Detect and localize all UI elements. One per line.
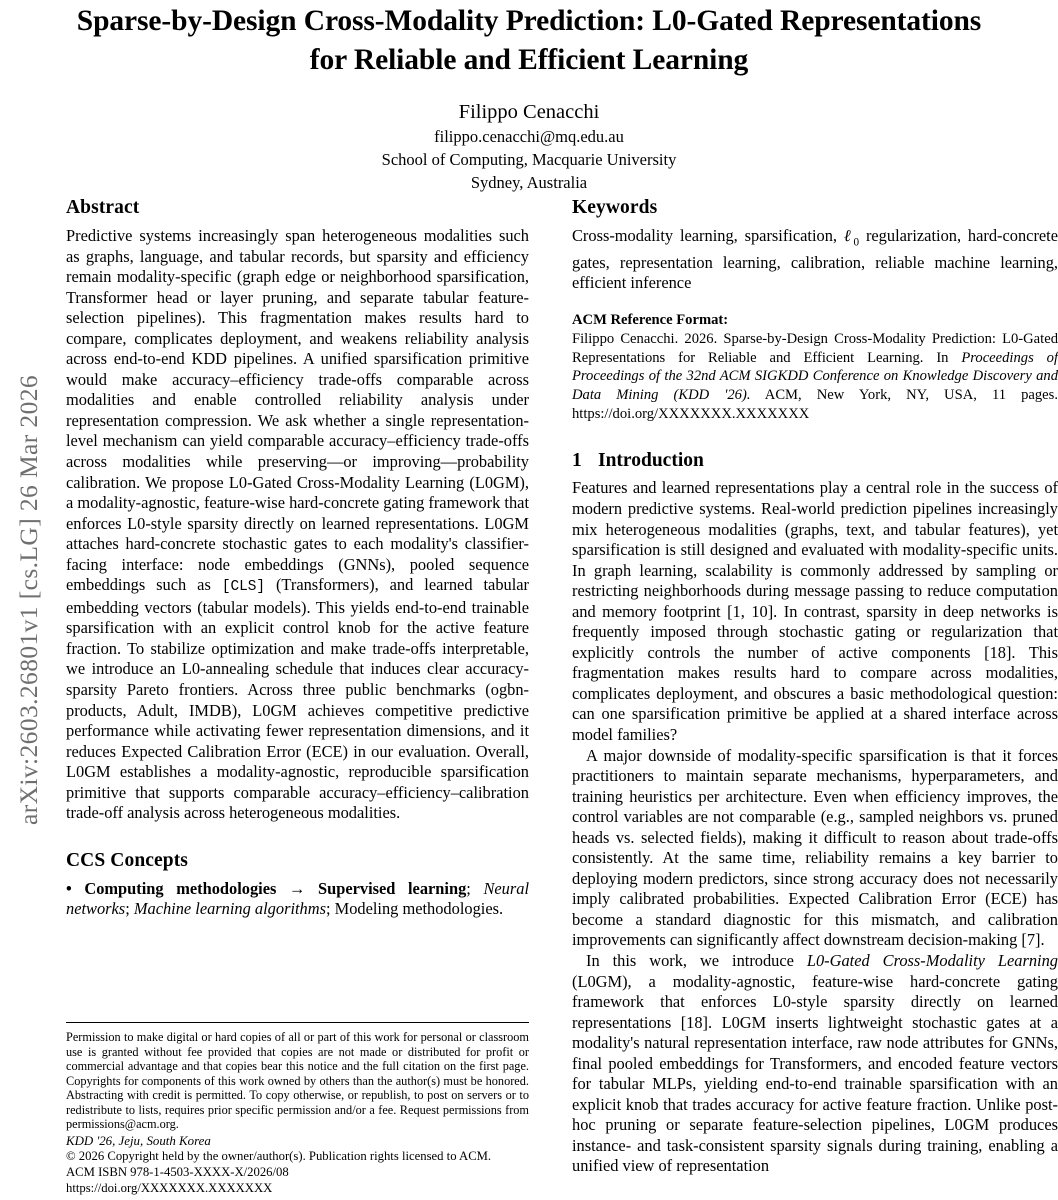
introduction-paragraph-2: A major downside of modality-specific sparsification is that it forces practitioners to maintain separate mechanisms, hyperparameters, and training heuristics per architecture. Even when efficiency improves, the control variables are not comparable (e.g., sampled neighbors vs. pruned heads vs. selected fields), making it difficult to reason about trade-offs consistently. At the same time, reliability remains a key barrier to deploying modern predictors, since strong accuracy does not necessarily imply calibrated probabilities. Expected Calibration Error (ECE) has become a standard diagnostic for this mismatch, and calibration improvements can significantly affect downstream decision-making [7]. [572, 745, 1058, 950]
abstract-heading: Abstract [66, 197, 140, 218]
author-location: Sydney, Australia [470, 173, 588, 192]
keywords-after: regularization, hard-concrete gates, representation learning, calibration, reliable machine learning, efficient inference [572, 226, 1058, 293]
ccs-bullet: • [66, 878, 72, 898]
left-column [66, 196, 529, 920]
page-title: Sparse-by-Design Cross-Modality Prediction: L0-Gated Representations for Reliable and Efficient Learning [76, 5, 982, 76]
abstract-part1: Predictive systems increasingly span heterogeneous modalities such as graphs, language, and tabular records, but sparsity and efficiency remain modality-specific (graph edge or neighborhood sparsification, Transformer head or layer pruning, and separate tabular feature-selection pipelines). This fragmentation makes results hard to compare, complicates deployment, and weakens reliability analysis across end-to-end KDD pipelines. A unified sparsification primitive would make accuracy–efficiency trade-offs comparable across modalities and enable controlled reliability analysis under representation compression. We ask whether a single representation-level mechanism can yield comparable accuracy–efficiency trade-offs across modalities while preserving—or improving—probability calibration. We propose L0-Gated Cross-Modality Learning (L0GM), a modality-agnostic, feature-wise hard-concrete gating framework that enforces L0-style sparsity directly on learned representations. L0GM attaches hard-concrete stochastic gates to each modality's classifier-facing interface: node embeddings (GNNs), pooled sequence embeddings such as [66, 226, 529, 595]
intro-p3-before: In this work, we introduce [586, 951, 807, 971]
ccs-sep-2: ; [125, 899, 134, 919]
author-name: Filippo Cenacchi [458, 101, 600, 123]
arxiv-stamp-text: arXiv:2603.26801v1 [cs.LG] 26 Mar 2026 [14, 374, 43, 826]
acm-reference-text [572, 330, 1058, 424]
author-affiliation: School of Computing, Macquarie University [381, 150, 677, 169]
right-column [572, 196, 1058, 1177]
ccs-tail: ; Modeling methodologies. [325, 899, 504, 919]
keywords-before: Cross-modality learning, sparsification, [572, 226, 844, 245]
venue-line: KDD '26, Jeju, South Korea [66, 1133, 211, 1148]
acm-ref-part2: ACM, New York, NY, USA, 11 pages. https://doi.org/XXXXXXX.XXXXXXX [572, 387, 1058, 422]
abstract-part2: (Transformers), and learned tabular embedding vectors (tabular models). This yields end-to-end trainable sparsification with an explicit control knob for the active feature fraction. To stabilize optimization and make trade-offs interpretable, we introduce an L0-annealing schedule that induces clear accuracy-sparsity Pareto frontiers. Across three public benchmarks (ogbn-products, Adult, IMDB), L0GM achieves competitive predictive performance while activating fewer representation dimensions, and it reduces Expected Calibration Error (ECE) in our evaluation. Overall, L0GM establishes a modality-agnostic, reproducible sparsification primitive that supports comparable accuracy–efficiency–calibration trade-off analysis across heterogeneous modalities. [66, 575, 529, 823]
copyright-block [66, 1022, 529, 1197]
title-block [66, 0, 992, 194]
ccs-bold-1: Computing methodologies [84, 878, 277, 898]
copyright-divider [66, 1022, 529, 1023]
ccs-italic-1: Neural networks [66, 878, 529, 919]
ccs-arrow-icon: → [288, 878, 306, 898]
author-email: filippo.cenacchi@mq.edu.au [434, 127, 624, 146]
cls-token: [CLS] [221, 579, 265, 596]
introduction-title: Introduction [598, 450, 704, 472]
intro-p3-italic: L0-Gated Cross-Modality Learning [806, 951, 1058, 971]
ccs-concepts-text [66, 879, 529, 920]
introduction-paragraph-3 [572, 951, 1058, 1177]
keywords-heading: Keywords [572, 197, 658, 218]
acm-ref-italic: Proceedings of Proceedings of the 32nd ACM SIGKDD Conference on Knowledge Discovery and Data Mining (KDD '26). [572, 349, 1058, 404]
keywords-text [572, 226, 1058, 294]
abstract-text [66, 226, 529, 824]
ccs-concepts-heading: CCS Concepts [66, 849, 188, 871]
introduction-number: 1 [572, 450, 582, 472]
ell-zero-symbol: ℓ$_0$ [843, 226, 860, 249]
introduction-paragraph-1: Features and learned representations play a central role in the success of modern predictive systems. Real-world prediction pipelines increasingly mix heterogeneous modalities (graphs, text, and tabular features), yet sparsification is still designed and evaluated with modality-specific units. In graph learning, scalability is commonly addressed by sampling or restricting neighborhoods during message passing to reduce computation and memory footprint [1, 10]. In contrast, sparsity in deep networks is frequently imposed through stochastic gating or regularization that explicitly controls the number of active components [18]. This fragmentation makes results hard to compare across modalities, complicates deployment, and obscures a basic methodological question: can one sparsification primitive be applied at a shared interface across model families? [572, 478, 1058, 744]
intro-p3-after: (L0GM), a modality-agnostic, feature-wise hard-concrete gating framework that enforces L0-style sparsity directly on learned representations [18]. L0GM inserts lightweight stochastic gates at a modality's natural representation interface, raw node attributes for GNNs, final pooled embeddings for Transformers, and encoded feature vectors for tabular MLPs, yielding end-to-end trainable sparsification with an explicit knob that trades accuracy for active feature fraction. Unlike post-hoc pruning or separate feature-selection pipelines, L0GM produces instance- and task-consistent sparsity signals during training, enabling a unified view of representation [572, 971, 1058, 1176]
ccs-bold-2: Supervised learning [317, 878, 467, 898]
introduction-heading [572, 449, 1058, 473]
ccs-sep-1: ; [466, 878, 484, 898]
copyright-doi-line: https://doi.org/XXXXXXX.XXXXXXX [66, 1181, 273, 1196]
ccs-italic-2: Machine learning algorithms [133, 899, 326, 919]
acm-ref-part1: Filippo Cenacchi. 2026. Sparse-by-Design Cross-Modality Prediction: L0-Gated Representations for Reliable and Efficient Learning. In [572, 330, 1058, 366]
copyright-isbn-line: ACM ISBN 978-1-4503-XXXX-X/2026/08 [66, 1165, 289, 1180]
copyright-rights-line: © 2026 Copyright held by the owner/author(s). Publication rights licensed to ACM. [66, 1149, 492, 1164]
acm-reference-heading: ACM Reference Format: [572, 311, 729, 328]
permission-notice: Permission to make digital or hard copies of all or part of this work for personal or classroom use is granted without fee provided that copies are not made or distributed for profit or commercial advantage and that copies bear this notice and the full citation on the first page. Copyrights for components of this work owned by others than the author(s) must be honored. Abstracting with credit is permitted. To copy otherwise, or republish, to post on servers or to redistribute to lists, requires prior specific permission and/or a fee. Request permissions from permissions@acm.org. [66, 1030, 529, 1132]
